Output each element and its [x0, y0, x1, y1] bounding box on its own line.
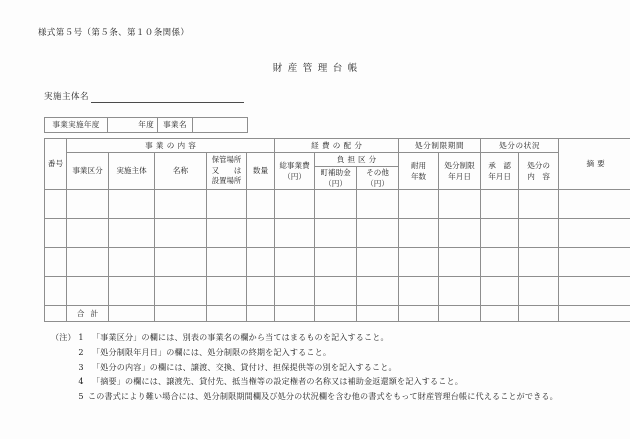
- col-header-useful-life: [399, 153, 439, 190]
- cell-quantity[interactable]: [247, 190, 275, 219]
- cell-disposal-content[interactable]: [519, 219, 559, 248]
- cell-approval-date[interactable]: [481, 219, 519, 248]
- note-number: 2: [78, 346, 84, 357]
- col-header-number: 番号: [45, 139, 67, 190]
- col-header-total-cost: [275, 153, 315, 190]
- note-item: [44, 392, 604, 401]
- cell-approval-date[interactable]: [481, 277, 519, 306]
- cell-number[interactable]: [45, 190, 67, 219]
- cell-total-useful-life[interactable]: [399, 306, 439, 322]
- col-header-quantity: 数量: [247, 153, 275, 190]
- cell-total-approval-date[interactable]: [481, 306, 519, 322]
- other-line-2: （円）: [366, 179, 389, 188]
- town-subsidy-line-2: （円）: [324, 179, 347, 188]
- cell-storage-place[interactable]: [207, 219, 247, 248]
- cell-total-cost[interactable]: [275, 190, 315, 219]
- col-header-project-category: 事業区分: [67, 153, 109, 190]
- table-row: [45, 277, 630, 306]
- cell-project-category[interactable]: [67, 248, 109, 277]
- total-label: 合計: [67, 306, 109, 322]
- property-management-ledger-table: [44, 138, 630, 322]
- storage-place-line-1: 保管場所: [211, 154, 242, 164]
- cell-total-disposal-content[interactable]: [519, 306, 559, 322]
- implementing-body-name-label: 実施主体名: [44, 92, 90, 102]
- col-group-disposal-restriction-period: 処分制限期間: [399, 139, 481, 153]
- table-row: [45, 219, 630, 248]
- cell-implementing-body[interactable]: [109, 248, 155, 277]
- cell-number[interactable]: [45, 219, 67, 248]
- fiscal-year-strip-table: [44, 117, 248, 133]
- note-number: 5: [78, 391, 84, 402]
- col-header-implementing-body: 実施主体: [109, 153, 155, 190]
- disposal-content-line-2: 内 容: [527, 172, 550, 181]
- fiscal-year-value[interactable]: 年度: [108, 118, 158, 133]
- col-subgroup-burden-classification: 負担区分: [315, 153, 399, 167]
- cell-total-number: [45, 306, 67, 322]
- cell-total-total-cost[interactable]: [275, 306, 315, 322]
- cell-remarks[interactable]: [559, 190, 630, 219]
- col-group-project-content: 事業の内容: [67, 139, 275, 153]
- storage-place-line-2: 又 は: [211, 165, 242, 175]
- cell-project-category[interactable]: [67, 190, 109, 219]
- cell-approval-date[interactable]: [481, 190, 519, 219]
- cell-restriction-date[interactable]: [439, 248, 481, 277]
- cell-remarks[interactable]: [559, 277, 630, 306]
- cell-other[interactable]: [357, 277, 399, 306]
- cell-restriction-date[interactable]: [439, 277, 481, 306]
- cell-name[interactable]: [155, 277, 207, 306]
- note-text: 「摘要」の欄には、譲渡先、貸付先、抵当権等の設定権者の名称又は補助金返還額を記入すること。: [92, 376, 463, 387]
- cell-total-town-subsidy[interactable]: [315, 306, 357, 322]
- notes-tag: （注）: [51, 332, 76, 342]
- col-header-disposal-content: [519, 153, 559, 190]
- note-text: 「事業区分」の欄には、別表の事業名の欄から当てはまるものを記入すること。: [92, 332, 389, 342]
- cell-town-subsidy[interactable]: [315, 190, 357, 219]
- cell-project-category[interactable]: [67, 219, 109, 248]
- note-text: 「処分制限年月日」の欄には、処分制限の終期を記入すること。: [92, 346, 332, 357]
- cell-total-remarks[interactable]: [559, 306, 630, 322]
- restriction-date-line-1: 処分制限: [444, 161, 475, 170]
- note-item: [44, 377, 604, 386]
- cell-town-subsidy[interactable]: [315, 248, 357, 277]
- cell-restriction-date[interactable]: [439, 219, 481, 248]
- col-header-name: 名称: [155, 153, 207, 190]
- cell-storage-place[interactable]: [207, 277, 247, 306]
- note-number: 1: [78, 332, 84, 342]
- cell-implementing-body[interactable]: [109, 277, 155, 306]
- cell-quantity[interactable]: [247, 248, 275, 277]
- note-item: [44, 333, 604, 342]
- note-number: 3: [78, 361, 84, 372]
- cell-quantity[interactable]: [247, 219, 275, 248]
- fiscal-year-label: 事業実施年度: [45, 118, 108, 133]
- table-row: [45, 118, 248, 133]
- restriction-date-line-2: 年月日: [448, 172, 471, 181]
- cell-useful-life[interactable]: [399, 248, 439, 277]
- implementing-body-name-field: [44, 90, 244, 103]
- cell-other[interactable]: [357, 248, 399, 277]
- note-item: [44, 363, 604, 372]
- cell-town-subsidy[interactable]: [315, 277, 357, 306]
- cell-storage-place[interactable]: [207, 190, 247, 219]
- cell-storage-place[interactable]: [207, 248, 247, 277]
- cell-name[interactable]: [155, 248, 207, 277]
- approval-date-line-2: 年月日: [488, 172, 511, 181]
- col-header-remarks: 摘要: [559, 139, 630, 190]
- cell-town-subsidy[interactable]: [315, 219, 357, 248]
- header-row-groups: [45, 139, 630, 153]
- document-title: 財産管理台帳: [272, 63, 363, 74]
- cell-total-cost[interactable]: [275, 277, 315, 306]
- cell-total-cost[interactable]: [275, 248, 315, 277]
- cell-other[interactable]: [357, 219, 399, 248]
- useful-life-line-1: 耐用: [410, 161, 427, 170]
- cell-disposal-content[interactable]: [519, 190, 559, 219]
- cell-name[interactable]: [155, 219, 207, 248]
- cell-approval-date[interactable]: [481, 248, 519, 277]
- header-row-subgroups: [45, 153, 630, 167]
- cell-total-other[interactable]: [357, 306, 399, 322]
- col-header-storage-place: [207, 153, 247, 190]
- cell-total-storage-place[interactable]: [207, 306, 247, 322]
- cell-remarks[interactable]: [559, 219, 630, 248]
- cell-total-restriction-date[interactable]: [439, 306, 481, 322]
- useful-life-line-2: 年数: [410, 172, 427, 181]
- cell-number[interactable]: [45, 248, 67, 277]
- cell-useful-life[interactable]: [399, 219, 439, 248]
- other-line-1: その他: [366, 168, 389, 177]
- project-name-label: 事業名: [158, 118, 193, 133]
- col-header-town-subsidy: [315, 167, 357, 190]
- col-header-other: [357, 167, 399, 190]
- table-row: [45, 248, 630, 277]
- town-subsidy-line-1: 町補助金: [320, 168, 351, 177]
- note-text: 「処分の内容」の欄には、譲渡、交換、貸付け、担保提供等の別を記入すること。: [92, 361, 397, 372]
- cell-remarks[interactable]: [559, 248, 630, 277]
- form-number: 様式第５号（第５条、第１０条関係）: [38, 28, 190, 38]
- col-group-disposal-status: 処分の状況: [481, 139, 559, 153]
- total-cost-line-2: （円）: [283, 172, 306, 181]
- cell-total-implementing-body[interactable]: [109, 306, 155, 322]
- table-row: [45, 190, 630, 219]
- cell-name[interactable]: [155, 190, 207, 219]
- note-text: この書式により難い場合には、処分制限期間欄及び処分の状況欄を含む他の書式をもって財産管理台帳に代えることができる。: [88, 391, 558, 402]
- table-total-row: [45, 306, 630, 322]
- cell-useful-life[interactable]: [399, 190, 439, 219]
- cell-useful-life[interactable]: [399, 277, 439, 306]
- cell-implementing-body[interactable]: [109, 190, 155, 219]
- cell-quantity[interactable]: [247, 277, 275, 306]
- col-header-approval-date: [481, 153, 519, 190]
- approval-date-line-1: 承 認: [488, 161, 511, 170]
- cell-project-category[interactable]: [67, 277, 109, 306]
- note-item: [44, 348, 604, 357]
- cell-disposal-content[interactable]: [519, 248, 559, 277]
- storage-place-line-3: 設置場所: [211, 176, 242, 186]
- implementing-body-name-input[interactable]: [91, 91, 244, 103]
- cell-implementing-body[interactable]: [109, 219, 155, 248]
- note-number: 4: [78, 376, 84, 387]
- cell-number[interactable]: [45, 277, 67, 306]
- cell-other[interactable]: [357, 190, 399, 219]
- disposal-content-line-1: 処分の: [527, 161, 550, 170]
- notes-section: [44, 333, 604, 407]
- total-cost-line-1: 総事業費: [279, 161, 310, 170]
- project-name-value[interactable]: [193, 118, 248, 133]
- col-header-restriction-date: [439, 153, 481, 190]
- cell-disposal-content[interactable]: [519, 277, 559, 306]
- col-group-expense-allocation: 経費の配分: [275, 139, 399, 153]
- cell-total-name[interactable]: [155, 306, 207, 322]
- cell-total-cost[interactable]: [275, 219, 315, 248]
- cell-restriction-date[interactable]: [439, 190, 481, 219]
- cell-total-quantity[interactable]: [247, 306, 275, 322]
